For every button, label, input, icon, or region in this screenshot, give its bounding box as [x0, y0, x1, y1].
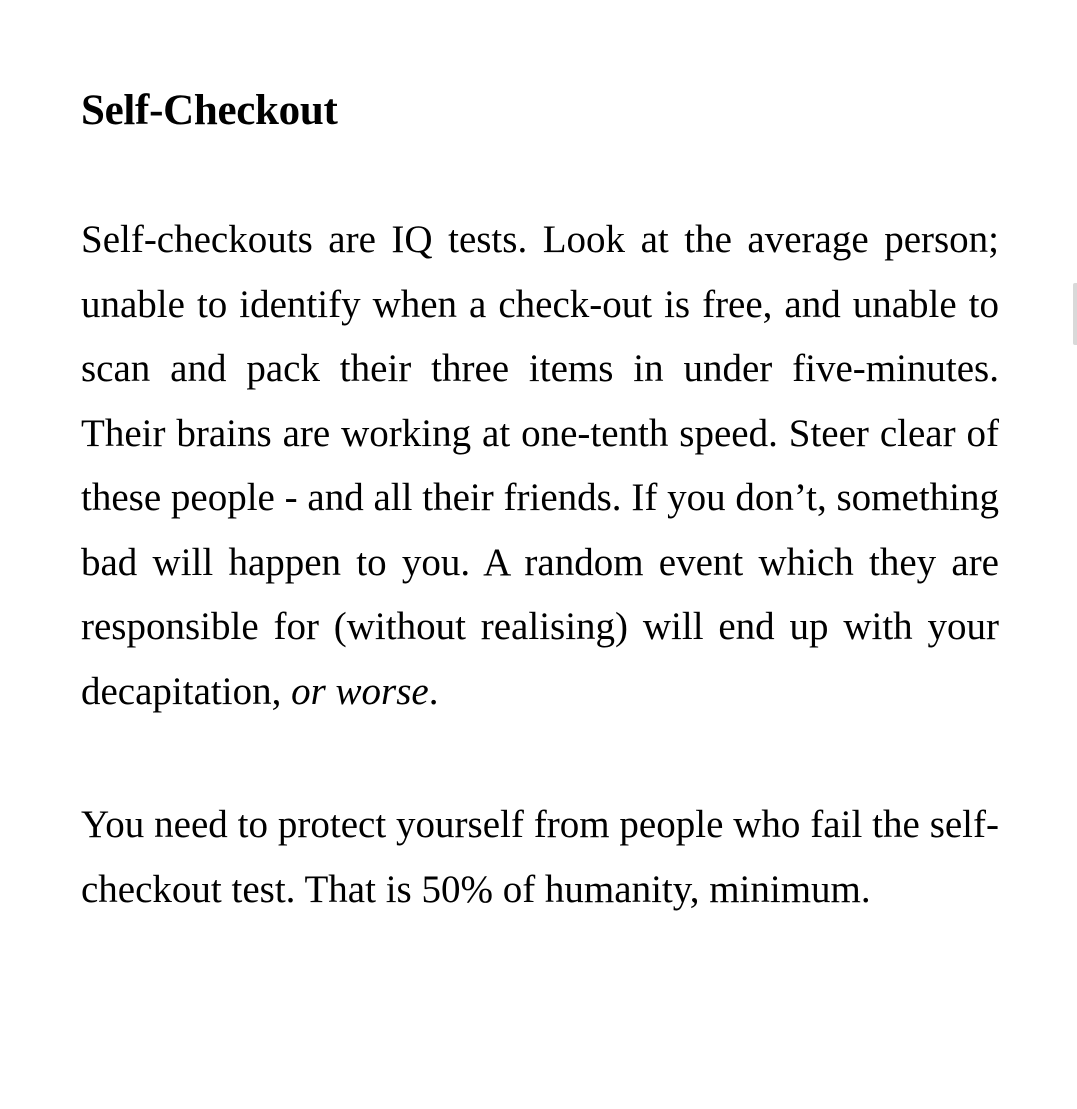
- document-page: [81, 84, 999, 922]
- emphasis-text: or worse: [291, 669, 429, 713]
- paragraph-self-checkout-iq: [81, 208, 999, 724]
- document-title: Self-Checkout: [81, 87, 338, 134]
- paragraph-protect-yourself: [81, 793, 999, 922]
- paragraph-text: You need to protect yourself from people who fail the self-checkout test. That is 50% of humanity, minimum.: [81, 803, 999, 911]
- scrollbar-thumb[interactable]: [1073, 283, 1077, 345]
- paragraph-ending: .: [428, 669, 439, 713]
- paragraph-text: Self-checkouts are IQ tests. Look at the average person; unable to identify when a check-out is free, and unable to scan and pack their three items in under five-minutes. Their brains are working at one-tenth speed. Steer clear of these people - and all their friends. If you don’t, something bad will happen to you. A random event which they are responsible for (without realising) will end up with your decapitation,: [81, 218, 999, 713]
